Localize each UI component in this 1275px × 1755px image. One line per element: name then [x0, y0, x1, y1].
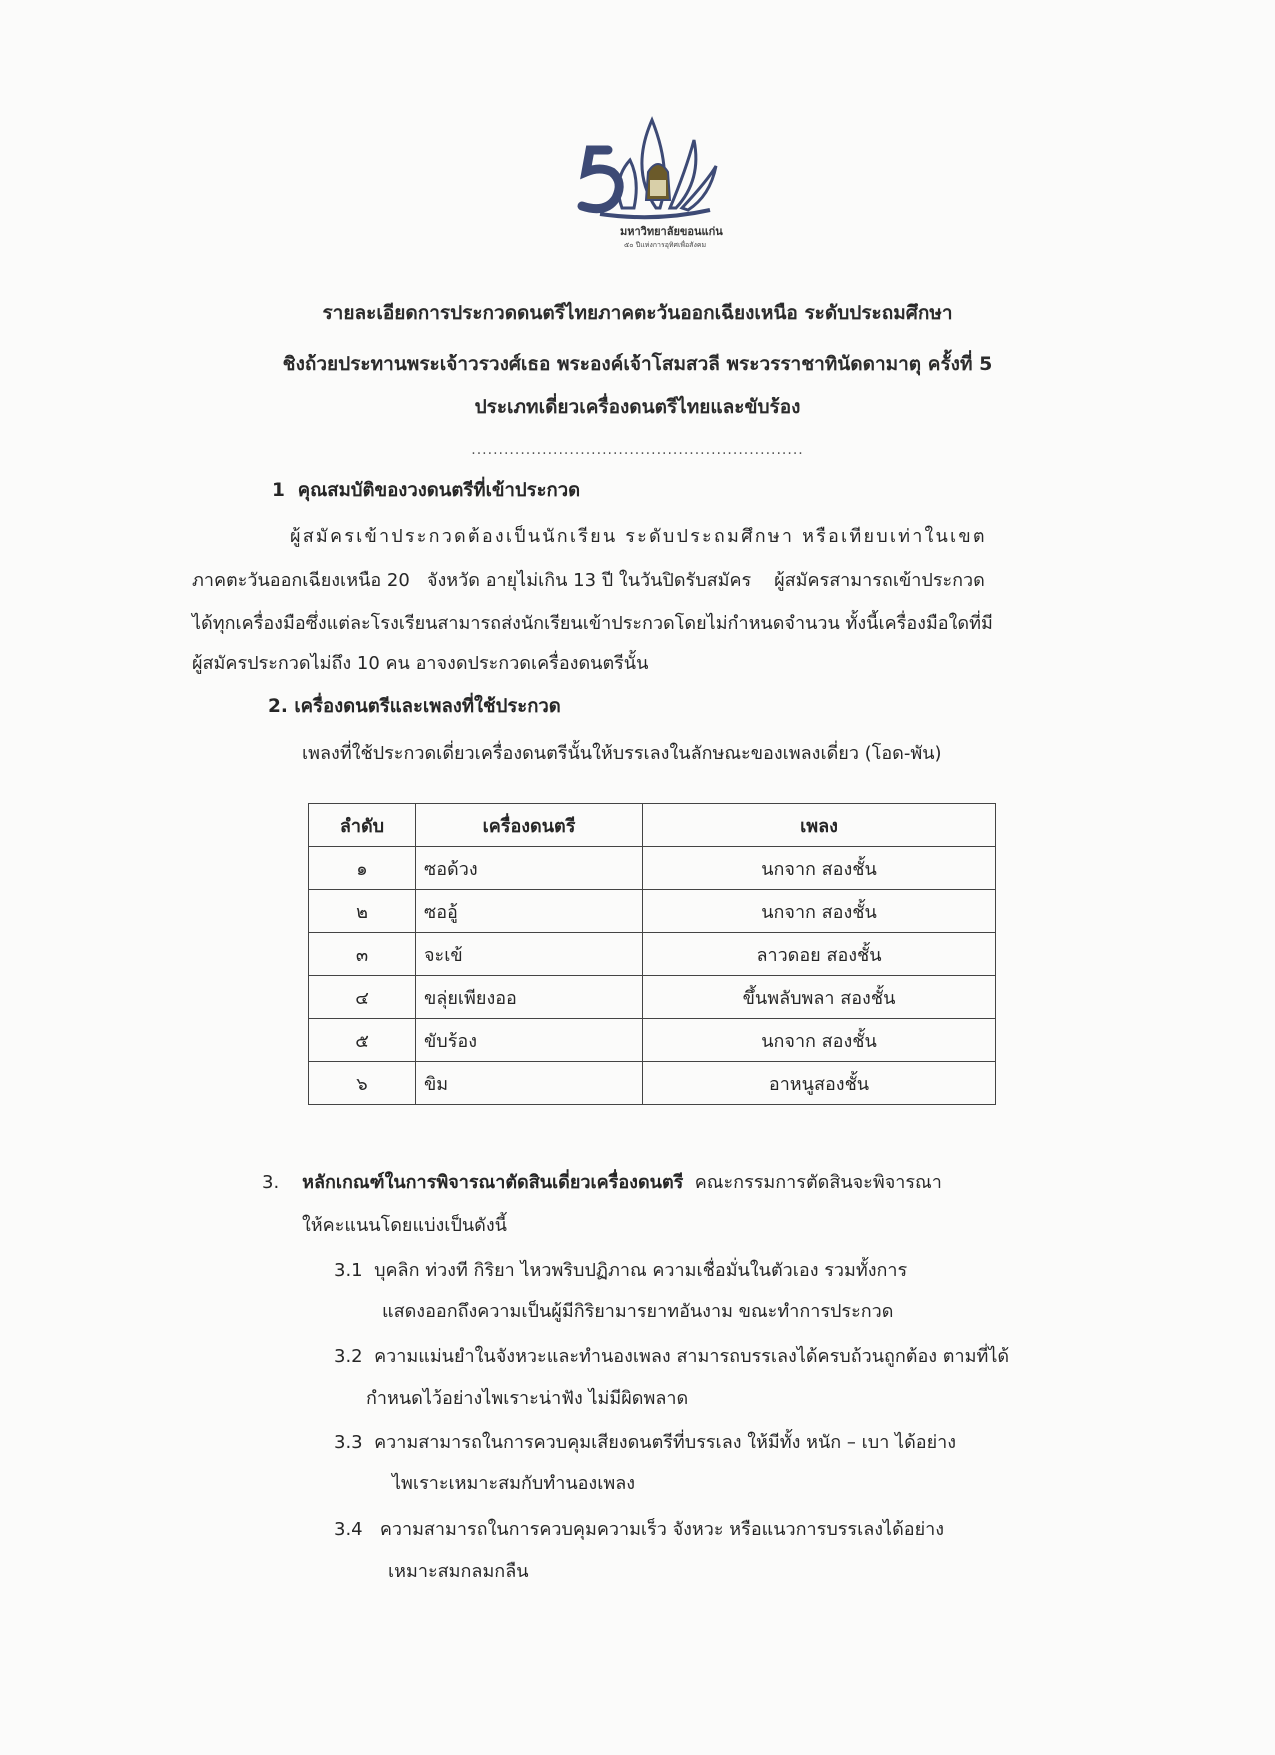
title-line-3: ประเภทเดี่ยวเครื่องดนตรีไทยและขับร้อง	[474, 396, 801, 418]
section3-number: 3.	[262, 1172, 280, 1193]
row-song: ขึ้นพลับพลา สองชั้น	[643, 976, 996, 1019]
criteria-item	[334, 1338, 1009, 1376]
criteria-text: ความแม่นยำในจังหวะและทำนองเพลง สามารถบรรเลงได้ครบถ้วนถูกต้อง ตามที่ได้	[374, 1346, 1010, 1367]
header-song: เพลง	[643, 804, 996, 847]
row-no: ๑	[309, 847, 416, 890]
criteria-number: 3.4	[334, 1519, 363, 1540]
section1-line-1: ผู้สมัครเข้าประกวดต้องเป็นนักเรียน ระดับประถมศึกษา หรือเทียบเท่าในเขต	[290, 526, 987, 547]
criteria-text: ความสามารถในการควบคุมความเร็ว จังหวะ หรือแนวการบรรเลงได้อย่าง	[379, 1519, 945, 1540]
section2-intro: เพลงที่ใช้ประกวดเดี่ยวเครื่องดนตรีนั้นให้บรรเลงในลักษณะของเพลงเดี่ยว (โอด-พัน)	[302, 743, 942, 764]
section3-line-2: ให้คะแนนโดยแบ่งเป็นดังนี้	[302, 1215, 507, 1236]
row-no: ๓	[309, 933, 416, 976]
row-no: ๕	[309, 1019, 416, 1062]
table-row	[309, 1019, 996, 1062]
title-line-2: ชิงถ้วยประทานพระเจ้าวรวงศ์เธอ พระองค์เจ้าโสมสวลี พระวรราชาทินัดดามาตุ ครั้งที่ 5	[282, 353, 993, 375]
row-instrument: ซออู้	[416, 890, 643, 933]
row-instrument: ขิม	[416, 1062, 643, 1105]
row-instrument: จะเข้	[416, 933, 643, 976]
section3-title-rest: คณะกรรมการตัดสินจะพิจารณา	[694, 1172, 942, 1193]
criteria-continuation: ไพเราะเหมาะสมกับทำนองเพลง	[392, 1473, 636, 1494]
section1-line-3: ได้ทุกเครื่องมือซึ่งแต่ละโรงเรียนสามารถส่งนักเรียนเข้าประกวดโดยไม่กำหนดจำนวน ทั้งนี้เครื่องมือใดที่มี	[192, 613, 993, 634]
header-instrument: เครื่องดนตรี	[416, 804, 643, 847]
section1-number: 1	[272, 480, 285, 501]
criteria-item	[334, 1252, 907, 1290]
row-song: นกจาก สองชั้น	[643, 890, 996, 933]
criteria-item	[334, 1511, 944, 1549]
row-instrument: ขลุ่ยเพียงออ	[416, 976, 643, 1019]
logo-anniversary-text: ๕๐ ปีแห่งการอุทิศเพื่อสังคม	[624, 241, 707, 249]
row-instrument: ขับร้อง	[416, 1019, 643, 1062]
criteria-continuation: แสดงออกถึงความเป็นผู้มีกิริยามารยาทอันงาม ขณะทำการประกวด	[382, 1301, 894, 1322]
instrument-song-table	[308, 803, 996, 1105]
table-header-row	[309, 804, 996, 847]
row-song: นกจาก สองชั้น	[643, 1019, 996, 1062]
criteria-number: 3.3	[334, 1432, 363, 1453]
row-instrument: ซอด้วง	[416, 847, 643, 890]
table-row	[309, 890, 996, 933]
criteria-item	[334, 1424, 956, 1462]
section1-line-2: ภาคตะวันออกเฉียงเหนือ 20 จังหวัด อายุไม่เกิน 13 ปี ในวันปิดรับสมัคร ผู้สมัครสามารถเข้าประกวด	[192, 570, 985, 591]
row-song: อาหนูสองชั้น	[643, 1062, 996, 1105]
header-no: ลำดับ	[309, 804, 416, 847]
criteria-continuation: กำหนดไว้อย่างไพเราะน่าฟัง ไม่มีผิดพลาด	[366, 1388, 689, 1409]
section2-heading: 2. เครื่องดนตรีและเพลงที่ใช้ประกวด	[268, 696, 561, 717]
table-row	[309, 1062, 996, 1105]
section1-heading	[272, 476, 580, 505]
lotus-50-emblem-icon	[560, 110, 770, 220]
section3-title: หลักเกณฑ์ในการพิจารณาตัดสินเดี่ยวเครื่องดนตรี	[302, 1172, 684, 1193]
row-no: ๔	[309, 976, 416, 1019]
criteria-continuation: เหมาะสมกลมกลืน	[388, 1561, 529, 1582]
section1-title: คุณสมบัติของวงดนตรีที่เข้าประกวด	[297, 480, 581, 501]
criteria-text: บุคลิก ท่วงที กิริยา ไหวพริบปฏิภาณ ความเชื่อมั่นในตัวเอง รวมทั้งการ	[374, 1260, 908, 1281]
logo-university-name: มหาวิทยาลัยขอนแก่น	[620, 225, 723, 238]
table-row	[309, 976, 996, 1019]
university-logo	[560, 110, 770, 255]
table-row	[309, 933, 996, 976]
title-line-1: รายละเอียดการประกวดดนตรีไทยภาคตะวันออกเฉียงเหนือ ระดับประถมศึกษา	[322, 302, 953, 324]
section1-line-4: ผู้สมัครประกวดไม่ถึง 10 คน อาจงดประกวดเครื่องดนตรีนั้น	[192, 653, 649, 674]
row-song: นกจาก สองชั้น	[643, 847, 996, 890]
row-no: ๖	[309, 1062, 416, 1105]
criteria-number: 3.1	[334, 1260, 363, 1281]
criteria-number: 3.2	[334, 1346, 363, 1367]
row-no: ๒	[309, 890, 416, 933]
table-row	[309, 847, 996, 890]
criteria-text: ความสามารถในการควบคุมเสียงดนตรีที่บรรเลง ให้มีทั้ง หนัก – เบา ได้อย่าง	[374, 1432, 957, 1453]
row-song: ลาวดอย สองชั้น	[643, 933, 996, 976]
title-divider: .............................................................	[471, 442, 804, 458]
section3-heading	[262, 1164, 942, 1202]
